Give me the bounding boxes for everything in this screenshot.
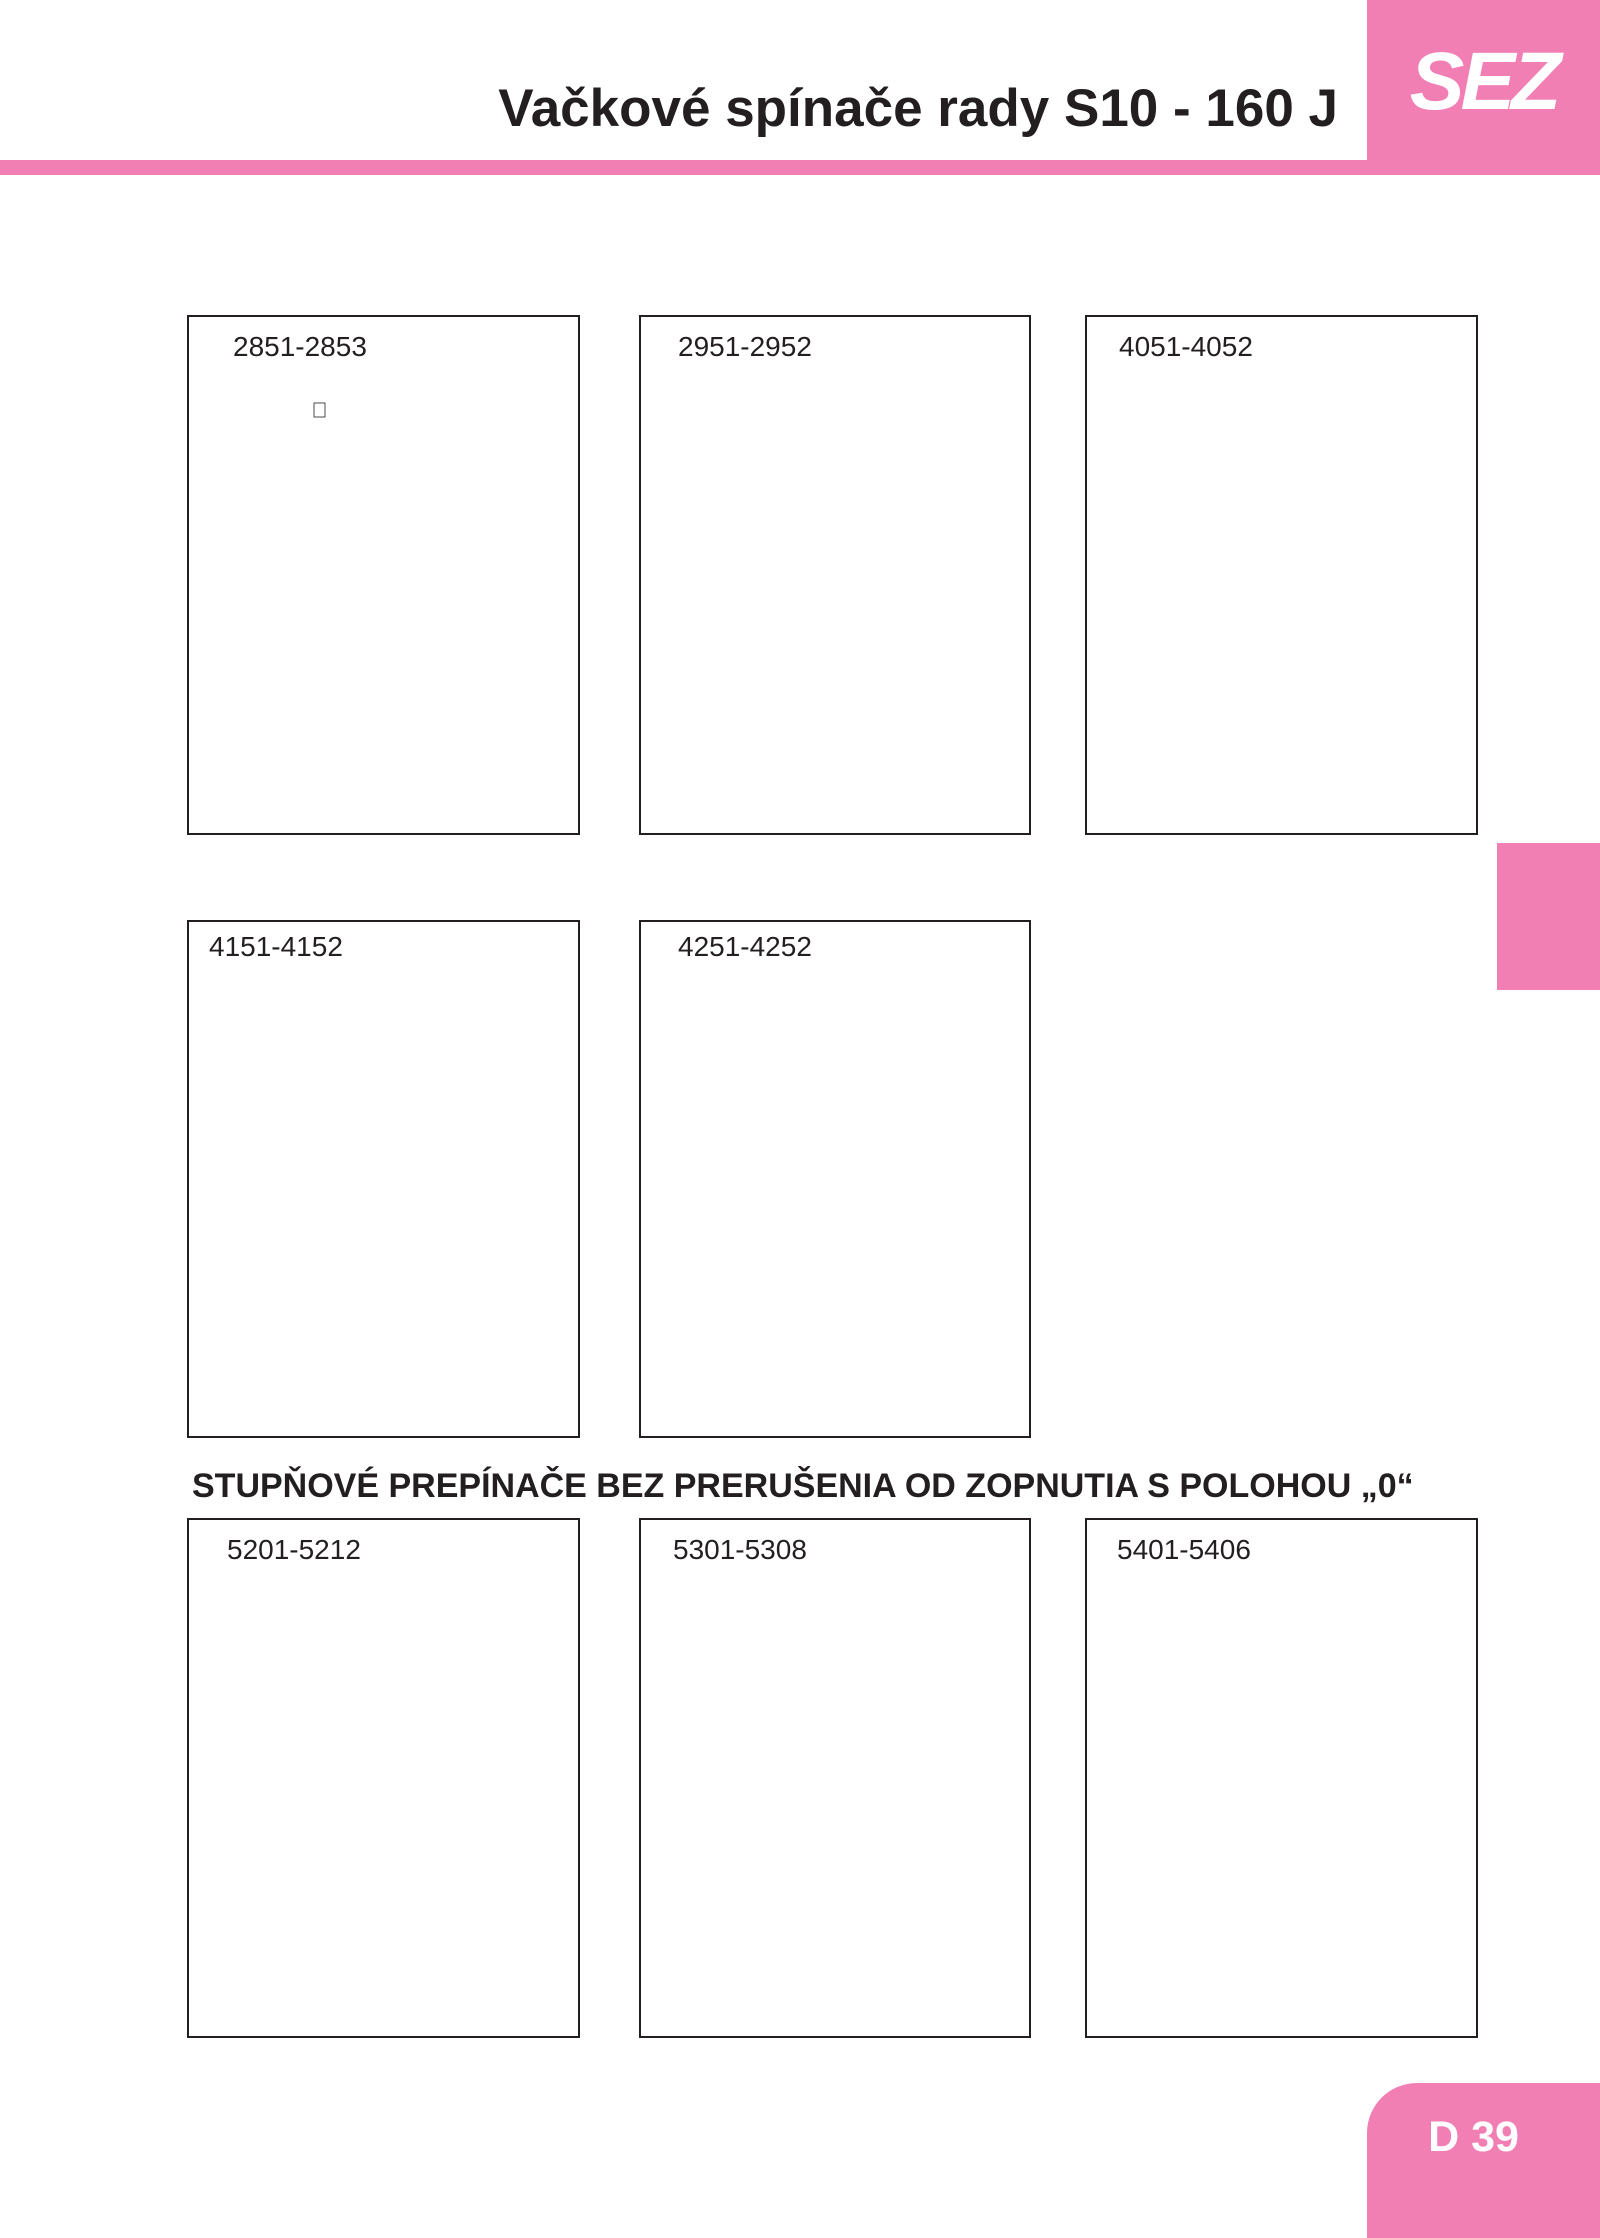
header-cell: [314, 403, 325, 417]
page-number-box: [1367, 2083, 1600, 2238]
sez-logo: SEZ: [1409, 35, 1558, 127]
panel-4151: [187, 920, 580, 1438]
panel-title: 5301-5308: [673, 1534, 807, 1565]
switch-diagram: [641, 922, 1033, 1440]
side-tab: [1497, 843, 1600, 990]
panel-4251: [639, 920, 1031, 1438]
panel-4051: [1085, 315, 1478, 835]
switch-diagram: [641, 317, 1033, 837]
panel-5401: [1085, 1518, 1478, 2038]
switch-diagram: [1087, 317, 1480, 837]
switch-diagram: [189, 922, 582, 1440]
panel-5201: [187, 1518, 580, 2038]
page-number: D 39: [1428, 2113, 1519, 2161]
panel-title: 4251-4252: [678, 931, 812, 962]
logo-box: [1367, 0, 1600, 163]
panel-title: 2951-2952: [678, 331, 812, 362]
page-title: Vačkové spínače rady S10 - 160 J: [498, 79, 1338, 138]
panel-5301: [639, 1518, 1031, 2038]
switch-diagram: [189, 1520, 582, 2040]
switch-diagram: [189, 317, 582, 837]
panel-title: 4051-4052: [1119, 331, 1253, 362]
panel-2851: [187, 315, 580, 835]
switch-diagram: [641, 1520, 1033, 2040]
header-bar: [0, 160, 1600, 175]
panel-title: 4151-4152: [209, 931, 343, 962]
panel-title: 5401-5406: [1117, 1534, 1251, 1565]
section-heading: STUPŇOVÉ PREPÍNAČE BEZ PRERUŠENIA OD ZOPNUTIA S POLOHOU „0“: [192, 1467, 1414, 1505]
switch-diagram: [1087, 1520, 1480, 2040]
panel-title: 2851-2853: [233, 331, 367, 362]
panel-2951: [639, 315, 1031, 835]
panel-title: 5201-5212: [227, 1534, 361, 1565]
